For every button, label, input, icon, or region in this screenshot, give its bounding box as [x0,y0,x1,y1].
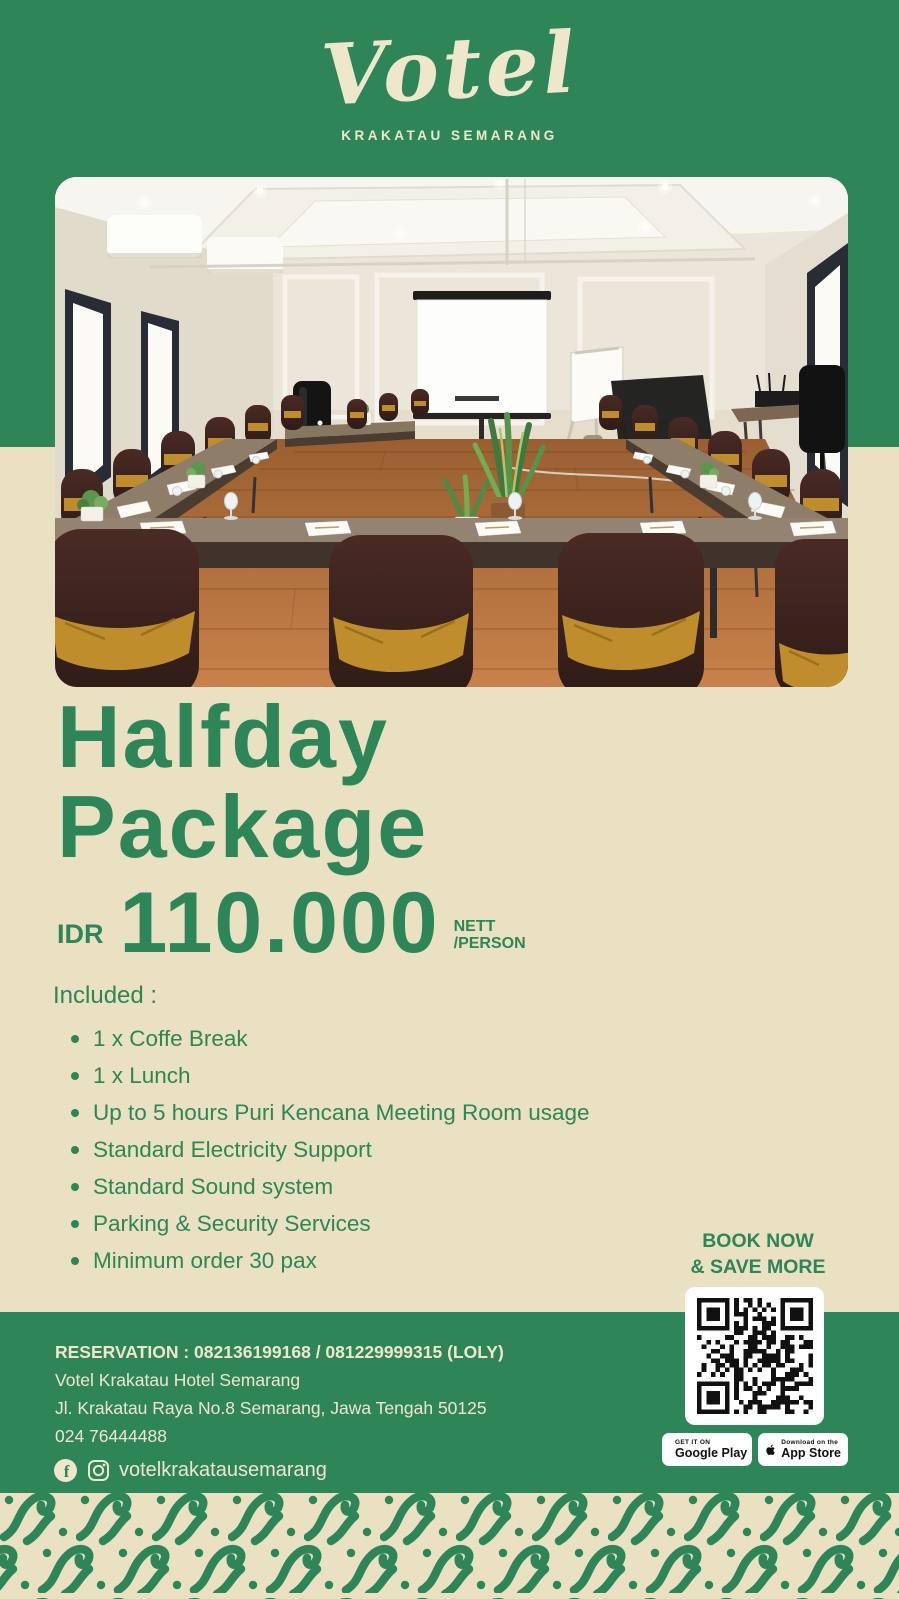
price-block [57,875,526,971]
package-title-line2: Package [57,777,429,876]
qr-code-image [697,1298,813,1414]
app-store-top-label: Download on the [781,1438,839,1446]
logo-text: Votel [318,12,581,125]
book-now-cta [688,1228,828,1280]
included-item: Parking & Security Services [75,1213,590,1235]
cta-line1: BOOK NOW [702,1230,814,1252]
price-amount: 110.000 [119,875,440,971]
logo-tagline: KRAKATAU SEMARANG [341,128,558,143]
social-row [53,1458,327,1483]
included-item: Up to 5 hours Puri Kencana Meeting Room usage [75,1102,590,1124]
included-item: Minimum order 30 pax [75,1250,590,1272]
svg-text:f: f [63,1462,70,1481]
qr-card [685,1287,824,1425]
google-play-label: Google Play [675,1446,748,1461]
package-title [57,687,429,876]
price-per-person: /PERSON [453,935,526,952]
facebook-icon[interactable] [53,1458,78,1483]
price-currency: IDR [57,919,104,949]
footer-contact [55,1338,504,1450]
meeting-room-scene [55,177,848,687]
package-title-line1: Halfday [57,687,389,786]
meeting-room-photo [55,177,848,687]
price-unit [454,918,526,952]
google-play-top-label: GET IT ON [675,1438,711,1446]
app-badges [662,1433,848,1466]
brand-logo [0,10,899,143]
included-item: Standard Electricity Support [75,1139,590,1161]
included-section [53,982,590,1287]
included-item: Standard Sound system [75,1176,590,1198]
app-store-badge[interactable] [758,1433,848,1466]
included-list [53,1028,590,1272]
hotel-name: Votel Krakatau Hotel Semarang [55,1370,301,1390]
votel-script-logo [290,10,610,128]
price-nett: NETT [453,918,496,935]
included-heading: Included : [53,982,158,1009]
app-store-label: App Store [781,1446,841,1461]
social-handle[interactable]: votelkrakatausemarang [119,1459,327,1481]
instagram-icon[interactable] [86,1458,111,1483]
apple-icon [765,1441,775,1459]
hotel-phone: 024 76444488 [55,1426,167,1446]
cta-line2: & SAVE MORE [690,1256,826,1278]
google-play-badge[interactable] [662,1433,752,1466]
included-item: 1 x Lunch [75,1065,590,1087]
batik-pattern-border [0,1493,899,1599]
hotel-address: Jl. Krakatau Raya No.8 Semarang, Jawa Tengah 50125 [55,1398,487,1418]
included-item: 1 x Coffe Break [75,1028,590,1050]
reservation-line: RESERVATION : 082136199168 / 081229999315 (LOLY) [55,1342,504,1362]
